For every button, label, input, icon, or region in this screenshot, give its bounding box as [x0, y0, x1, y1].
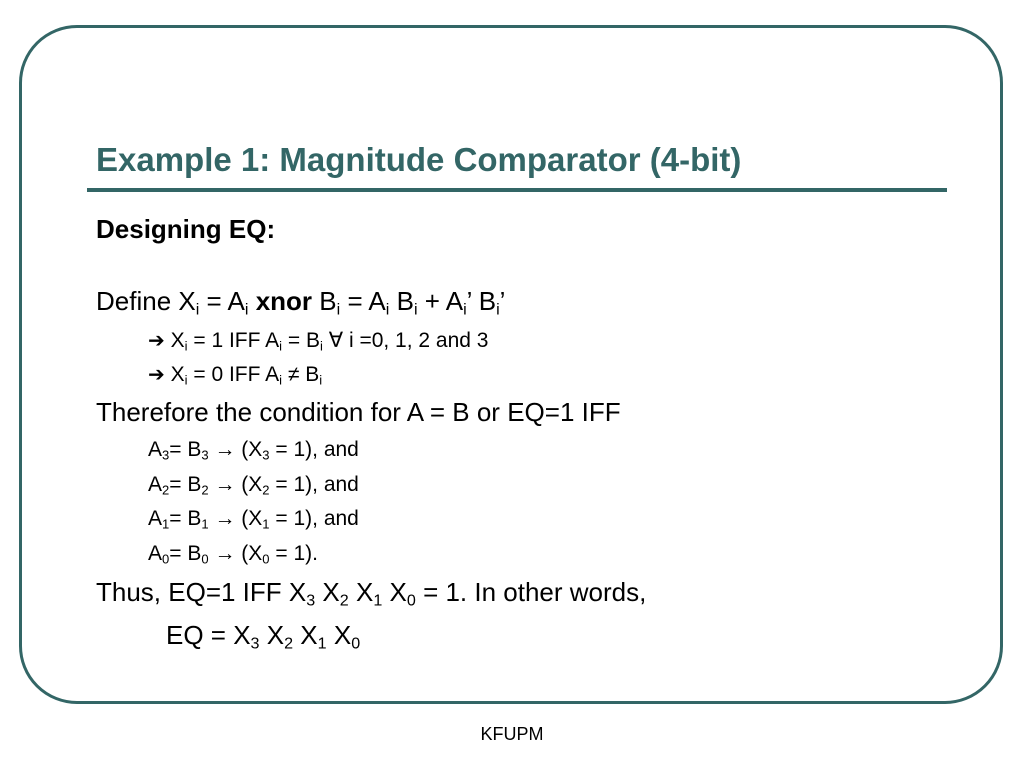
text: = B: [169, 438, 202, 461]
text: = B: [169, 507, 202, 530]
condition-line-equal: [148, 328, 488, 353]
text: → (X: [208, 473, 263, 496]
subscript: 3: [250, 634, 260, 653]
text: = 1 IFF A: [187, 329, 280, 352]
text: → (X: [208, 542, 263, 565]
equality-line-bit1: [148, 507, 359, 531]
subscript: 0: [406, 591, 416, 610]
thus-line: [96, 577, 646, 608]
text: X: [348, 577, 374, 607]
subscript: 3: [262, 447, 270, 463]
subscript: 0: [351, 634, 361, 653]
subscript: i: [496, 300, 500, 319]
text: = 1).: [269, 542, 318, 565]
text: X: [293, 620, 318, 650]
text: = 1), and: [269, 438, 359, 461]
subscript: 3: [201, 447, 209, 463]
text: = 1), and: [269, 473, 359, 496]
subscript: 0: [162, 551, 170, 567]
subscript: i: [319, 372, 323, 388]
text: A: [148, 438, 163, 461]
arrow-right-icon: ➔: [148, 330, 165, 352]
text: ∀ i =0, 1, 2 and 3: [322, 329, 489, 352]
text: = 0 IFF A: [187, 363, 280, 386]
subscript: 3: [162, 447, 170, 463]
slide-title: Example 1: Magnitude Comparator (4-bit): [96, 141, 742, 178]
section-heading: [96, 214, 275, 245]
text: + A: [417, 286, 464, 316]
subscript: i: [279, 372, 283, 388]
text: [248, 286, 255, 316]
subscript: 1: [162, 516, 170, 532]
subscript: i: [385, 300, 390, 319]
subscript: 2: [162, 482, 170, 498]
condition-line-not-equal: [148, 362, 322, 387]
text: Thus, EQ=1 IFF X: [96, 577, 307, 607]
subscript: i: [244, 300, 249, 319]
subscript: i: [279, 338, 283, 354]
text: = 1. In other words,: [415, 577, 647, 607]
text: ’: [499, 286, 506, 316]
text: X: [315, 577, 340, 607]
text: EQ = X: [166, 620, 251, 650]
subscript: i: [413, 300, 418, 319]
subscript: 2: [201, 482, 209, 498]
define-line: [96, 286, 505, 317]
subscript: i: [184, 372, 188, 388]
subscript: 0: [201, 551, 209, 567]
section-heading-text: Designing EQ:: [96, 214, 276, 244]
subscript: 0: [262, 551, 270, 567]
slide-footer: KFUPM: [480, 724, 544, 744]
text: A: [148, 507, 163, 530]
equality-line-bit3: [148, 438, 359, 462]
text: = A: [199, 286, 245, 316]
subscript: 1: [201, 516, 209, 532]
subscript: i: [336, 300, 341, 319]
text: X: [164, 363, 185, 386]
text: A: [148, 473, 163, 496]
title-underline: [87, 188, 947, 192]
text: = B: [169, 542, 202, 565]
text: = B: [169, 473, 202, 496]
text: = A: [340, 286, 386, 316]
subscript: i: [320, 338, 323, 354]
xnor-keyword: xnor: [255, 286, 313, 316]
text: ≠ B: [282, 363, 320, 386]
text: X: [326, 620, 352, 650]
arrow-right-icon: ➔: [148, 364, 165, 386]
text: X: [259, 620, 285, 650]
text: → (X: [208, 507, 263, 530]
equality-line-bit0: [148, 542, 318, 566]
subscript: 1: [373, 591, 383, 610]
result-line: [166, 620, 360, 651]
subscript: i: [184, 338, 188, 354]
text: X: [164, 329, 185, 352]
text: ’ B: [466, 286, 497, 316]
subscript: i: [195, 300, 200, 319]
subscript: 3: [306, 591, 316, 610]
subscript: 2: [262, 482, 270, 498]
subscript: 2: [284, 634, 294, 653]
text: = B: [282, 329, 320, 352]
text: X: [382, 577, 407, 607]
text: B: [389, 286, 414, 316]
text: = 1), and: [269, 507, 359, 530]
text: A: [148, 542, 163, 565]
subscript: 1: [317, 634, 327, 653]
subscript: 1: [262, 516, 270, 532]
subscript: i: [463, 300, 467, 319]
text: B: [312, 286, 337, 316]
text: → (X: [208, 438, 263, 461]
text: Define X: [96, 286, 196, 316]
therefore-line: Therefore the condition for A = B or EQ=1 IFF: [96, 397, 621, 427]
subscript: 2: [339, 591, 349, 610]
equality-line-bit2: [148, 473, 359, 497]
